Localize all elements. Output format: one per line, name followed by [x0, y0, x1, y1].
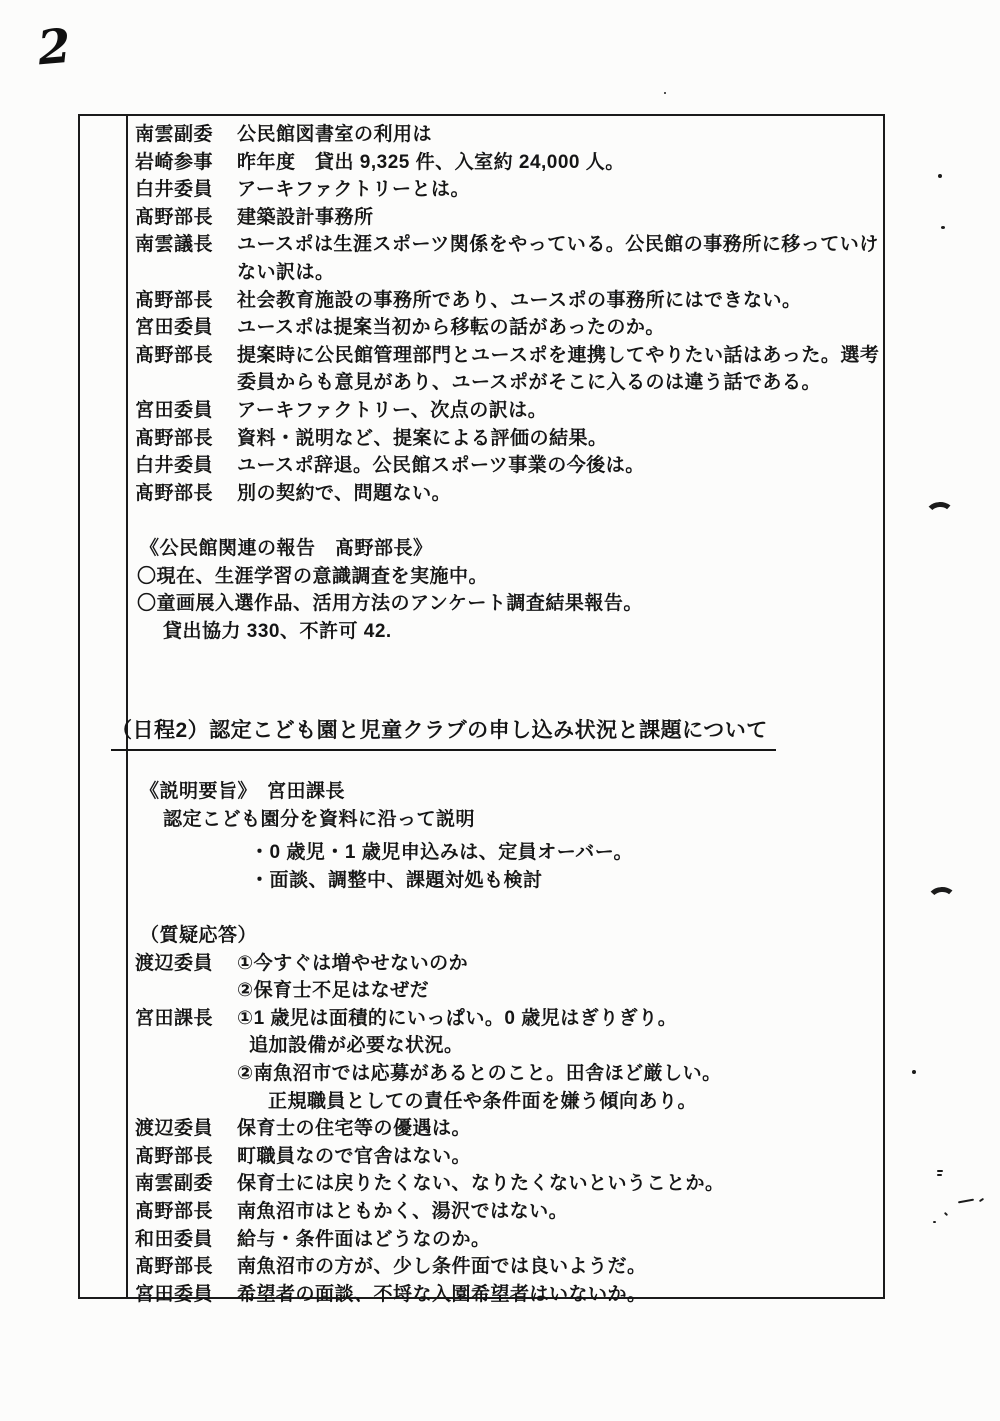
dialogue-row: [135, 480, 883, 508]
dialogue-row-continuation: [135, 259, 883, 287]
speaker-name: 髙野部長: [135, 289, 214, 311]
speaker-name: 渡辺委員: [135, 1118, 214, 1140]
statement-text: アーキファクトリー、次点の訳は。: [237, 399, 548, 421]
summary-bullet: ・0 歳児・1 歳児申込みは、定員オーバー。: [250, 842, 633, 863]
speaker-name: [135, 369, 237, 397]
speaker-name: 南雲副委: [135, 1173, 214, 1195]
scan-speck: [912, 1070, 916, 1074]
scan-curl-mark: [926, 886, 957, 914]
handwritten-page-number: 2: [35, 18, 74, 77]
statement-text: 社会教育施設の事務所であり、ユースポの事務所にはできない。: [237, 289, 802, 311]
summary-heading: 《説明要旨》 宮田課長: [140, 781, 346, 802]
summary-intro: 認定こども園分を資料に沿って説明: [163, 809, 476, 830]
scan-speck: [937, 1170, 943, 1172]
scan-speck: [944, 1212, 948, 1216]
scan-speck: [933, 1221, 936, 1223]
agenda-2-heading: （日程2）認定こども園と児童クラブの申し込み状況と課題について: [111, 718, 776, 751]
report-note: 貸出協力 330、不許可 42.: [163, 620, 392, 642]
qa-row: [135, 1115, 883, 1143]
dialogue-row-continuation: [135, 369, 883, 397]
speaker-name: 渡辺委員: [135, 952, 214, 974]
dialogue-row: [135, 452, 883, 480]
scan-speck: [937, 1174, 942, 1176]
qa-row-continuation: [135, 1032, 883, 1060]
scan-speck: [938, 174, 942, 178]
statement-text: 保育士には戻りたくない、なりたくないということか。: [237, 1173, 725, 1195]
statement-text: ②保育士不足はなぜだ: [237, 980, 430, 1002]
speaker-name: 和田委員: [135, 1228, 214, 1250]
dialogue-row: [135, 425, 883, 453]
dialogue-section-1: [135, 121, 883, 507]
dialogue-row: [135, 287, 883, 315]
statement-text: 正規職員としての責任や条件面を嫌う傾向あり。: [268, 1090, 698, 1112]
speaker-name: 宮田委員: [135, 1283, 214, 1305]
statement-text: ない訳は。: [237, 261, 335, 283]
speaker-name: 髙野部長: [135, 1200, 214, 1222]
statement-text: ユースポは生涯スポーツ関係をやっている。公民館の事務所に移っていけ: [237, 234, 879, 256]
dialogue-row: [135, 342, 883, 370]
qa-row: [135, 1170, 883, 1198]
statement-text: 別の契約で、問題ない。: [237, 482, 452, 504]
statement-text: アーキファクトリーとは。: [237, 179, 471, 201]
qa-row-continuation: [135, 1060, 883, 1088]
speaker-name: 南雲議長: [135, 234, 214, 256]
speaker-name: 白井委員: [135, 179, 214, 201]
summary-bullet: ・面談、調整中、課題対処も検討: [250, 870, 543, 891]
dialogue-row: [135, 314, 883, 342]
statement-text: 町職員なので官舎はない。: [237, 1145, 472, 1167]
statement-text: 昨年度 貸出 9,325 件、入室約 24,000 人。: [237, 151, 625, 173]
qa-row: [135, 950, 883, 978]
table-column-divider: [126, 116, 128, 1297]
scan-curl-mark: [924, 501, 955, 529]
dialogue-row: [135, 231, 883, 259]
speaker-name: 髙野部長: [135, 344, 214, 366]
dialogue-row: [135, 176, 883, 204]
qa-section: [135, 922, 883, 1308]
qa-heading: （質疑応答）: [140, 925, 258, 946]
dialogue-row: [135, 121, 883, 149]
statement-text: 追加設備が必要な状況。: [249, 1035, 464, 1057]
scan-speck: [941, 226, 945, 229]
summary-section: [135, 778, 883, 895]
speaker-name: 南雲副委: [135, 124, 214, 145]
speaker-name: [135, 1032, 237, 1060]
qa-row: [135, 1005, 883, 1033]
speaker-name: 髙野部長: [135, 427, 214, 449]
qa-row-continuation: [135, 1088, 883, 1116]
scan-speck: [979, 1198, 984, 1203]
speaker-name: 岩崎参事: [135, 151, 214, 173]
statement-text: 南魚沼市の方が、少し条件面では良いようだ。: [237, 1256, 647, 1278]
statement-text: 希望者の面談、不埒な入園希望者はいないか。: [237, 1283, 647, 1305]
statement-text: ユースポ辞退。公民館スポーツ事業の今後は。: [237, 455, 645, 477]
speaker-name: 髙野部長: [135, 1256, 214, 1278]
speaker-name: 宮田課長: [135, 1007, 214, 1029]
qa-row: [135, 1198, 883, 1226]
statement-text: 給与・条件面はどうなのか。: [237, 1228, 491, 1250]
report-item: 〇現在、生涯学習の意識調査を実施中。: [137, 565, 489, 587]
qa-row: [135, 1143, 883, 1171]
speaker-name: 髙野部長: [135, 206, 214, 228]
statement-text: 資料・説明など、提案による評価の結果。: [237, 427, 608, 449]
statement-text: ①1 歳児は面積的にいっぱい。0 歳児はぎりぎり。: [237, 1007, 678, 1029]
qa-row: [135, 1281, 883, 1309]
dialogue-row: [135, 397, 883, 425]
statement-text: ②南魚沼市では応募があるとのこと。田舎ほど厳しい。: [237, 1062, 722, 1084]
statement-text: 公民館図書室の利用は: [237, 124, 433, 145]
qa-row: [135, 1253, 883, 1281]
statement-text: 建築設計事務所: [237, 206, 374, 228]
statement-text: 保育士の住宅等の優遇は。: [237, 1118, 472, 1140]
dialogue-row: [135, 149, 883, 177]
statement-text: ユースポは提案当初から移転の話があったのか。: [237, 317, 665, 339]
report-heading: 《公民館関連の報告 髙野部長》: [140, 538, 433, 559]
speaker-name: [135, 1060, 237, 1088]
dialogue-row: [135, 204, 883, 232]
speaker-name: 白井委員: [135, 455, 214, 477]
speaker-name: 髙野部長: [135, 482, 214, 504]
scan-speck: [958, 1199, 974, 1204]
report-section: [135, 535, 883, 645]
qa-row: [135, 1226, 883, 1254]
speaker-name: [135, 977, 237, 1005]
scan-speck: [664, 92, 666, 94]
speaker-name: 髙野部長: [135, 1145, 214, 1167]
speaker-name: 宮田委員: [135, 399, 214, 421]
statement-text: 提案時に公民館管理部門とユースポを連携してやりたい話はあった。選考: [237, 344, 880, 366]
qa-row-continuation: [135, 977, 883, 1005]
report-item: 〇童画展入選作品、活用方法のアンケート調査結果報告。: [137, 593, 643, 615]
speaker-name: [135, 1088, 237, 1116]
agenda-heading-wrap: [111, 718, 883, 751]
statement-text: ①今すぐは増やせないのか: [237, 952, 469, 974]
statement-text: 南魚沼市はともかく、湯沢ではない。: [237, 1200, 569, 1222]
statement-text: 委員からも意見があり、ユースポがそこに入るのは違う話である。: [237, 372, 822, 394]
minutes-table-frame: [78, 114, 885, 1305]
speaker-name: 宮田委員: [135, 317, 214, 339]
speaker-name: [135, 259, 237, 287]
